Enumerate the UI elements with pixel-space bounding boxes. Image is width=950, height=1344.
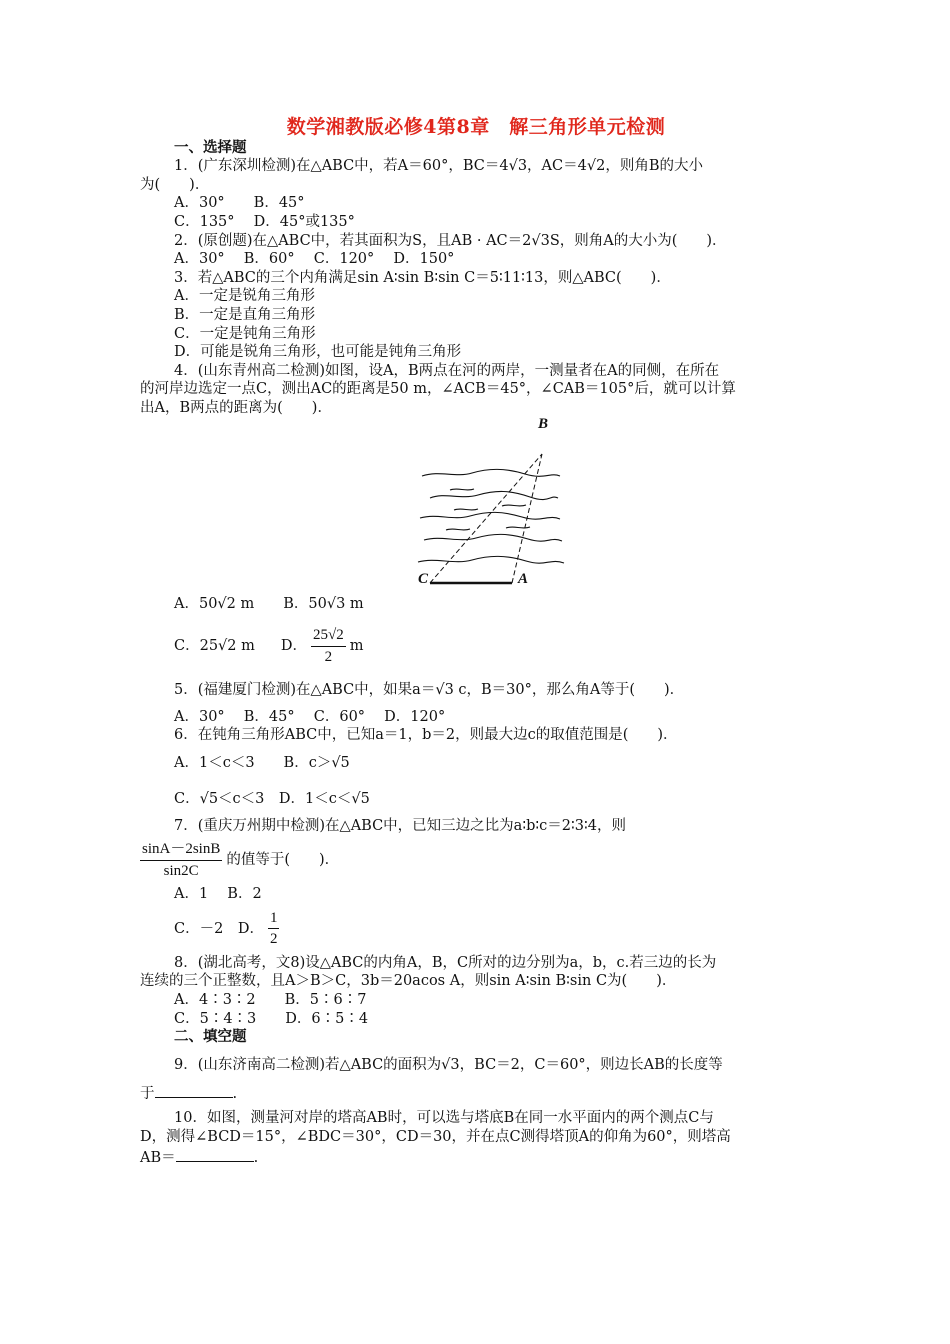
- question-4-option-d-fraction: [311, 626, 346, 666]
- question-1-line-2: 为( )．: [140, 176, 210, 193]
- question-1-line-1: 1．(广东深圳检测)在△ABC中，若A＝60°，BC＝4√3，AC＝4√2，则角B的大小: [174, 158, 703, 175]
- section-heading-fill: 二、填空题: [174, 1028, 247, 1046]
- question-10-line-2: D，测得∠BCD＝15°，∠BDC＝30°，CD＝30，并在点C测得塔顶A的仰角为60°，则塔高: [140, 1129, 731, 1146]
- page-title: 数学湘教版必修4第8章 解三角形单元检测: [286, 116, 666, 138]
- question-6-options-ab: A．1＜c＜3 B．c＞√5: [174, 754, 350, 771]
- question-2-options: A．30° B．60° C．120° D．150°: [174, 251, 455, 268]
- question-7-line-1: 7．(重庆万州期中检测)在△ABC中，已知三边之比为a∶b∶c＝2∶3∶4，则: [174, 817, 626, 834]
- question-6-options-cd: C．√5＜c＜3 D．1＜c＜√5: [174, 790, 370, 807]
- question-3-option-a: A．一定是锐角三角形: [174, 288, 315, 305]
- question-4-option-c: C．25√2 m: [174, 638, 255, 655]
- question-7-tail: 的值等于( )．: [226, 851, 340, 868]
- river-diagram: [410, 418, 570, 586]
- question-8-options-cd: C．5∶4∶3 D．6∶5∶4: [174, 1010, 369, 1027]
- question-4-line-2: 的河岸边选定一点C，测出AC的距离是50 m，∠ACB＝45°，∠CAB＝105°后，就可以计算: [140, 381, 736, 398]
- question-8-line-1: 8．(湖北高考，文8)设△ABC的内角A，B，C所对的边分别为a，b，c.若三边的长为: [174, 954, 717, 971]
- fraction-denominator: 2: [324, 649, 333, 665]
- figure-label-b: B: [538, 415, 549, 432]
- question-4-option-d-unit: m: [349, 638, 364, 655]
- question-7-line-2: [140, 835, 812, 885]
- question-4-line-1: 4．(山东青州高二检测)如图，设A，B两点在河的两岸，一测量者在A的同侧，在所在: [174, 362, 720, 379]
- question-3-option-b: B．一定是直角三角形: [174, 306, 316, 323]
- question-7-option-cd-label: C．－2 D．: [174, 920, 264, 937]
- question-5: 5．(福建厦门检测)在△ABC中，如果a＝√3 c，B＝30°，那么角A等于( )．: [174, 681, 685, 698]
- question-5-options: A．30° B．45° C．60° D．120°: [174, 708, 446, 725]
- question-7-fraction: [140, 840, 222, 880]
- question-6: 6．在钝角三角形ABC中，已知a＝1，b＝2，则最大边c的取值范围是( )．: [174, 727, 678, 744]
- question-3: 3．若△ABC的三个内角满足sin A∶sin B∶sin C＝5∶11∶13，则△ABC( )．: [174, 269, 671, 286]
- answer-blank[interactable]: [155, 1083, 233, 1098]
- question-4-option-d-label: D．: [280, 638, 308, 655]
- figure-label-a: A: [518, 570, 529, 587]
- question-4-line-3: 出A，B两点的距离为( )．: [140, 399, 332, 416]
- question-3-option-d: D．可能是锐角三角形，也可能是钝角三角形: [174, 344, 462, 361]
- question-9-line-1: 9．(山东济南高二检测)若△ABC的面积为√3，BC＝2，C＝60°，则边长AB的长度等: [174, 1056, 723, 1073]
- question-10-line-1: 10．如图，测量河对岸的塔高AB时，可以选与塔底B在同一水平面内的两个测点C与: [174, 1110, 714, 1127]
- question-2: 2．(原创题)在△ABC中，若其面积为S，且AB · AC＝2√3S，则角A的大小为( )．: [174, 232, 727, 249]
- question-4-options-ab: A．50√2 m B．50√3 m: [174, 595, 364, 612]
- question-9-line-2: 于 .: [140, 1083, 812, 1104]
- answer-blank[interactable]: [176, 1147, 254, 1162]
- fraction-numerator: sinA－2sinB: [140, 840, 222, 861]
- question-8-options-ab: A．4∶3∶2 B．5∶6∶7: [174, 992, 367, 1009]
- fraction-denominator: sin2C: [163, 862, 199, 879]
- question-1: [140, 157, 812, 176]
- section-heading-choice: 一、选择题: [174, 138, 247, 156]
- question-7-options-ab: A．1 B．2: [174, 886, 262, 903]
- river-figure: [140, 415, 812, 587]
- question-7-option-d-fraction: [268, 909, 280, 949]
- fraction-denominator: 2: [269, 931, 278, 948]
- figure-label-c: C: [418, 570, 429, 587]
- question-7-options-cd: [140, 904, 812, 954]
- fraction-numerator: 1: [268, 909, 280, 930]
- fraction-numerator: 25√2: [311, 626, 346, 647]
- worksheet-page: [140, 118, 812, 1167]
- question-8-line-2: 连续的三个正整数，且A＞B＞C，3b＝20acos A，则sin A∶sin B∶sin C为( )．: [140, 973, 677, 990]
- question-10-prefix: AB＝: [140, 1149, 176, 1166]
- question-3-option-c: C．一定是钝角三角形: [174, 325, 316, 342]
- question-1-options-cd: C．135° D．45°或135°: [174, 213, 355, 230]
- question-4-options-cd: [140, 622, 812, 672]
- question-9-prefix: 于: [140, 1085, 155, 1102]
- question-10-line-3: AB＝ .: [140, 1147, 812, 1168]
- question-1-options-ab: A．30° B．45°: [174, 195, 305, 212]
